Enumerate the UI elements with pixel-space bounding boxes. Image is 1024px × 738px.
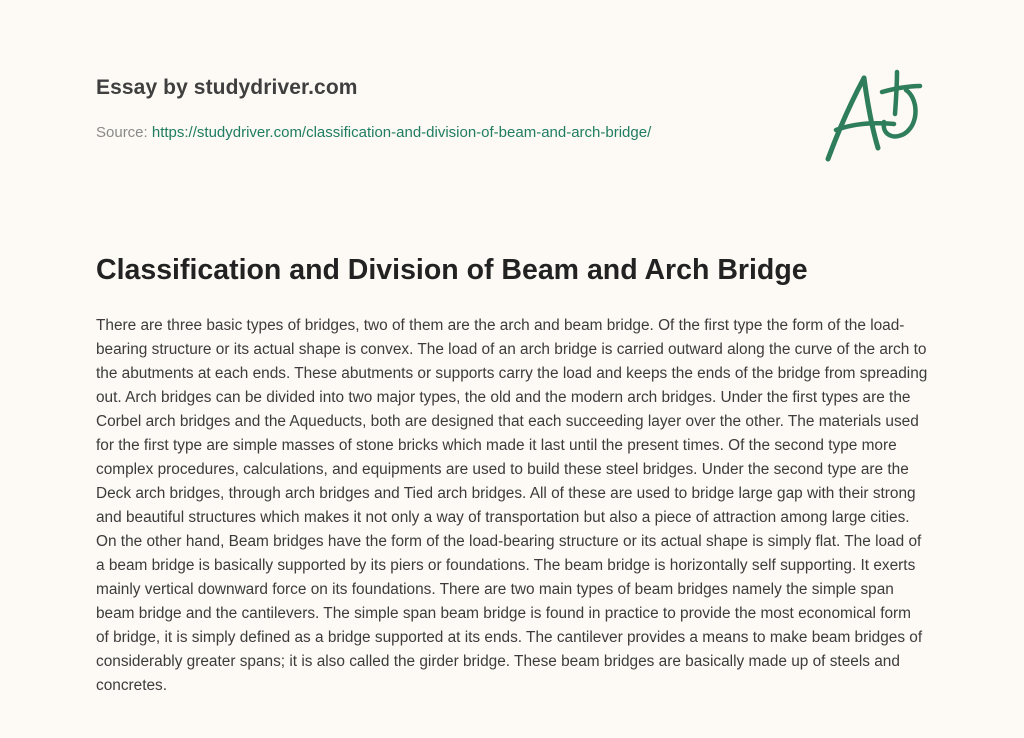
brand-title: Essay by studydriver.com (96, 76, 358, 99)
essay-title: Classification and Division of Beam and Arch Bridge (96, 254, 808, 286)
source-line (96, 124, 651, 141)
source-label: Source: (96, 124, 152, 141)
a-plus-logo-icon (820, 64, 930, 168)
source-link[interactable]: https://studydriver.com/classification-and-division-of-beam-and-arch-bridge/ (151, 124, 652, 141)
essay-body: There are three basic types of bridges, two of them are the arch and beam bridge. Of the first type the form of the load-bearing structure or its actual shape is convex. The load of an arch bridge is carried outward along the curve of the arch to the abutments at each ends. These abutments or supports carry the load and keeps the ends of the bridge from spreading out. Arch bridges can be divided into two major types, the old and the modern arch bridges. Under the first types are the Corbel arch bridges and the Aqueducts, both are designed that each succeeding layer over the other. The materials used for the first type are simple masses of stone bricks which made it last until the present times. Of the second type more complex procedures, calculations, and equipments are used to build these steel bridges. Under the second type are the Deck arch bridges, through arch bridges and Tied arch bridges. All of these are used to bridge large gap with their strong and beautiful structures which makes it not only a way of transportation but also a piece of attraction among large cities. On the other hand, Beam bridges have the form of the load-bearing structure or its actual shape is simply flat. The load of a beam bridge is basically supported by its piers or foundations. The beam bridge is horizontally self supporting. It exerts mainly vertical downward force on its foundations. There are two main types of beam bridges namely the simple span beam bridge and the cantilevers. The simple span beam bridge is found in practice to provide the most economical form of bridge, it is simply defined as a bridge supported at its ends. The cantilever provides a means to make beam bridges of considerably greater spans; it is also called the girder bridge. These beam bridges are basically made up of steels and concretes. (96, 317, 928, 694)
